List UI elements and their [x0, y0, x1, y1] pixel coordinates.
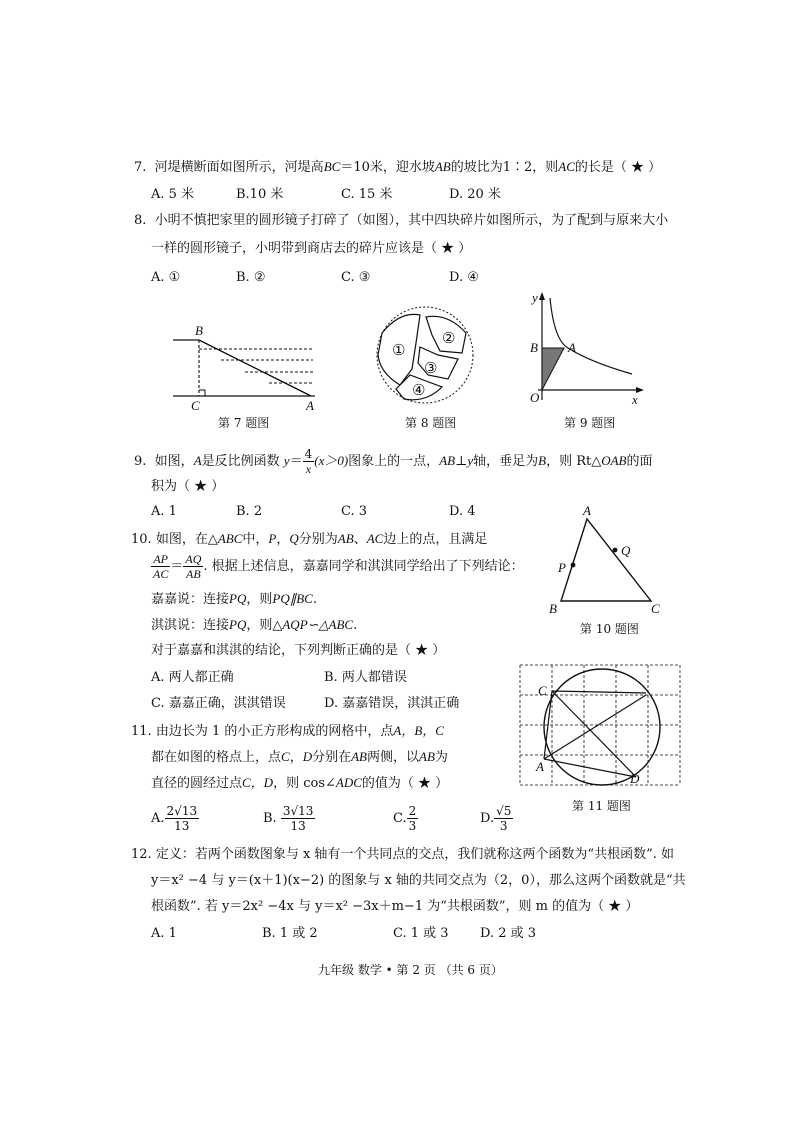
- q8-label-3: ③: [424, 361, 438, 377]
- q12-option-c[interactable]: C. 1 或 3: [393, 926, 449, 941]
- q9-figure: [528, 290, 648, 410]
- q10-label-c: C: [651, 601, 660, 616]
- q9-label-x: x: [632, 392, 638, 407]
- q10-figure: [545, 505, 675, 615]
- q7-label-c: C: [191, 398, 200, 413]
- q10-label-q: Q: [621, 543, 631, 558]
- q11-line-cd: [552, 691, 636, 777]
- q10-option-b[interactable]: B. 两人都错误: [324, 670, 407, 685]
- q8-label-4: ④: [412, 383, 426, 399]
- q12-option-d[interactable]: D. 2 或 3: [480, 926, 537, 941]
- q9-label-o: O: [530, 390, 540, 405]
- q7-label-b: B: [195, 323, 203, 338]
- q7-figure-caption: 第 7 题图: [218, 416, 270, 430]
- q11-label-d: D: [630, 771, 640, 786]
- q10-judge: 对于嘉嘉和淇淇的结论，下列判断正确的是（ ★ ）: [151, 643, 446, 658]
- q9-stem-line2: 积为（ ★ ）: [151, 479, 225, 494]
- q10-fraction-ap-ac: $\frac{AP}{AC}$: [153, 552, 169, 581]
- q10-qiqi-statement: 淇淇说：连接PQ，则△AQP∽△ABC.: [151, 617, 358, 633]
- q8-label-2: ②: [442, 331, 456, 347]
- q11-line-cb: [552, 691, 646, 693]
- q10-label-p: P: [558, 560, 566, 575]
- q7-stem: 7. 河堤横断面如图所示，河堤高BC＝10米，迎水坡AB的坡比为1∶2，则AC的长是（ ★ ）: [134, 159, 662, 175]
- q9-stem-line1: 9. 如图，A是反比例函数 y＝ $\frac{4}{x}$ (x＞0)图象上的一点，AB⊥y轴，垂足为B，则 Rt△OAB的面: [134, 447, 653, 476]
- q8-figure-caption: 第 8 题图: [405, 416, 457, 430]
- q11-figure-caption: 第 11 题图: [572, 799, 631, 813]
- q11-label-c: C: [538, 683, 547, 698]
- q7-label-a: A: [306, 398, 314, 413]
- q9-y-arrow: [539, 292, 545, 300]
- q11-figure: [516, 661, 686, 791]
- q11-option-c[interactable]: C. $\frac{2}{3}$: [393, 804, 417, 833]
- q9-label-a: A: [568, 340, 576, 355]
- q11-stem-line1: 11. 由边长为 1 的小正方形构成的网格中，点A，B，C: [131, 723, 444, 739]
- q11-stem-line2: 都在如图的格点上，点C，D分别在AB两侧，以AB为: [151, 749, 448, 765]
- q12-option-a[interactable]: A. 1: [151, 926, 177, 941]
- q7-slope-ab: [199, 340, 311, 396]
- q11-stem-line3: 直径的圆经过点C，D，则 cos∠ADC的值为（ ★ ）: [151, 775, 449, 791]
- q9-option-d[interactable]: D. 4: [449, 504, 476, 519]
- q10-figure-caption: 第 10 题图: [580, 622, 639, 636]
- q11-line-ad: [544, 759, 636, 777]
- q12-stem-line3: 根函数”. 若 y＝2x² −4x 与 y＝x² −3x＋m−1 为“共根函数”，则 m 的值为（ ★ ）: [151, 899, 639, 914]
- q7-option-d[interactable]: D. 20 米: [449, 187, 501, 202]
- q9-option-c[interactable]: C. 3: [341, 504, 368, 519]
- q9-triangle-oab: [542, 348, 564, 390]
- q7-right-angle: [199, 390, 205, 396]
- q10-option-c[interactable]: C. 嘉嘉正确，淇淇错误: [151, 696, 286, 711]
- q10-fraction-aq-ab: $\frac{AQ}{AB}$: [185, 552, 202, 581]
- q11-circle: [544, 669, 660, 785]
- q8-option-d[interactable]: D. ④: [449, 270, 479, 285]
- q11-option-a[interactable]: A. $\frac{2√13}{13}$: [151, 804, 198, 833]
- q10-label-b: B: [549, 601, 557, 616]
- q9-figure-caption: 第 9 题图: [564, 416, 616, 430]
- q12-stem-line2: y＝x² −4 与 y＝(x＋1)(x−2) 的图象与 x 轴的共同交点为（2，0），那么这两个函数就是“共: [151, 873, 686, 888]
- q8-stem-line1: 8. 小明不慎把家里的圆形镜子打碎了（如图），其中四块碎片如图所示，为了配到与原来大小: [134, 213, 669, 228]
- q7-option-c[interactable]: C. 15 米: [341, 187, 393, 202]
- q10-jiajia-statement: 嘉嘉说：连接PQ，则PQ∥BC.: [151, 591, 317, 607]
- q10-label-a: A: [583, 503, 591, 518]
- q9-hyperbola: [550, 298, 632, 374]
- q8-option-a[interactable]: A. ①: [151, 270, 181, 285]
- q11-line-ab: [544, 695, 646, 759]
- q10-option-a[interactable]: A. 两人都正确: [151, 670, 234, 685]
- q9-label-b: B: [530, 340, 538, 355]
- q10-option-d[interactable]: D. 嘉嘉错误，淇淇正确: [324, 696, 460, 711]
- q9-label-y: y: [532, 290, 538, 305]
- q10-stem-line1: 10. 如图，在△ABC中，P，Q分别为AB、AC边上的点，且满足: [131, 531, 488, 547]
- q8-figure: [370, 303, 480, 413]
- q10-point-q: [613, 548, 618, 553]
- q8-stem-line2: 一样的圆形镜子，小明带到商店去的碎片应该是（ ★ ）: [151, 241, 472, 256]
- page-footer: 九年级 数学 • 第 2 页 （共 6 页）: [318, 963, 503, 977]
- q8-label-1: ①: [392, 343, 406, 359]
- q8-option-c[interactable]: C. ③: [341, 270, 371, 285]
- q10-stem-line2: $\frac{AP}{AC}$ ＝ $\frac{AQ}{AB}$ . 根据上述信息，嘉嘉同学和淇淇同学给出了下列结论：: [153, 552, 524, 581]
- q7-option-a[interactable]: A. 5 米: [151, 187, 195, 202]
- q9-option-b[interactable]: B. 2: [236, 504, 263, 519]
- q7-option-b[interactable]: B.10 米: [236, 187, 284, 202]
- q8-option-b[interactable]: B. ②: [236, 270, 266, 285]
- q11-label-a: A: [536, 759, 544, 774]
- q11-option-d[interactable]: D. $\frac{√5}{3}$: [480, 804, 512, 833]
- q12-stem-line1: 12. 定义：若两个函数图象与 x 轴有一个共同点的交点，我们就称这两个函数为“共根函数”. 如: [131, 847, 674, 862]
- q9-option-a[interactable]: A. 1: [151, 504, 177, 519]
- q7-figure: [165, 320, 325, 413]
- q10-point-p: [571, 563, 576, 568]
- q11-option-b[interactable]: B. $\frac{3√13}{13}$: [263, 804, 314, 833]
- q10-triangle-abc: [561, 519, 651, 601]
- q12-option-b[interactable]: B. 1 或 2: [262, 926, 318, 941]
- q9-function-fraction: $\frac{4}{x}$: [304, 447, 313, 476]
